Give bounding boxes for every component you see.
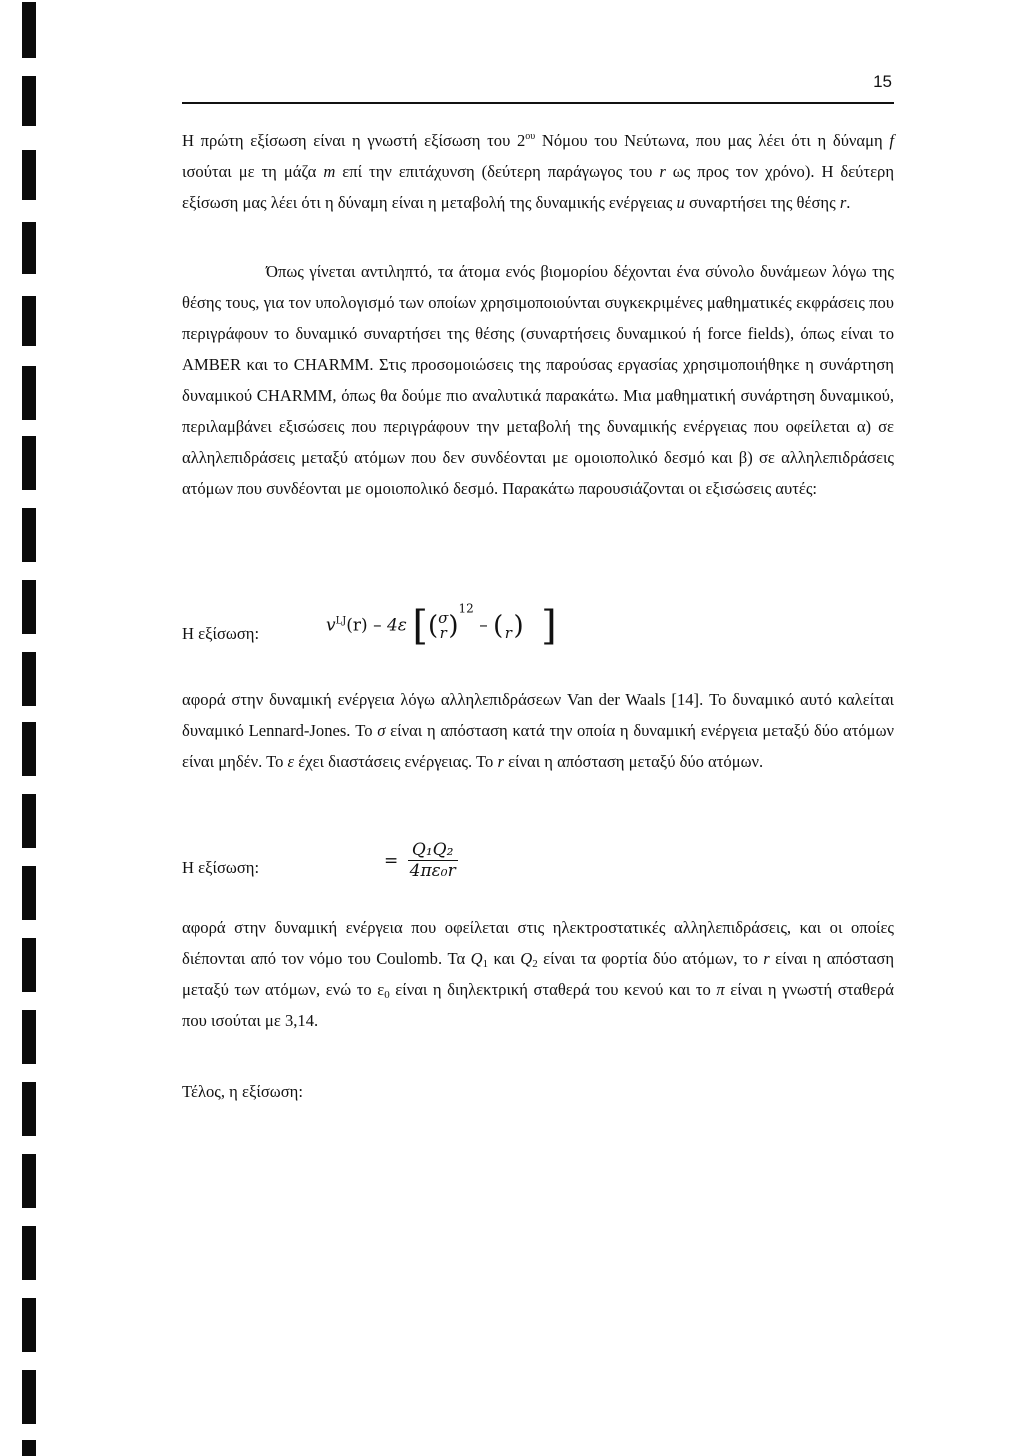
eq-symbol: v bbox=[326, 615, 336, 636]
text-run: Νόμου του Νεύτωνα, που μας λέει ότι η δύναμη bbox=[535, 131, 890, 150]
binding-bar bbox=[22, 866, 36, 920]
eq-r: r bbox=[504, 624, 512, 642]
left-paren: ( bbox=[427, 611, 439, 641]
text-run: είναι τα φορτία δύο ατόμων, το bbox=[537, 949, 764, 968]
eq-sigma: σ bbox=[438, 609, 449, 627]
text-run: αφορά στην δυναμική ενέργεια λόγω αλληλεπιδράσεων Van der Waals [14]. Το δυναμικό αυτό καλείται δυναμικό Lennard-Jones. Το bbox=[182, 690, 894, 740]
binding-bar bbox=[22, 1082, 36, 1136]
text-run: Η πρώτη εξίσωση είναι η γνωστή εξίσωση του 2 bbox=[182, 131, 526, 150]
symbol-epsilon: ε bbox=[287, 752, 295, 771]
paragraph-coulomb bbox=[182, 912, 894, 1036]
text-run: ως προς τον χρόνο). Η δεύτερη εξίσωση μας λέει ότι η δύναμη είναι η μεταβολή της δυναμικής ενέργειας bbox=[182, 162, 894, 212]
binding-bar bbox=[22, 580, 36, 634]
page-number: 15 bbox=[873, 72, 892, 91]
binding-bar bbox=[22, 1226, 36, 1280]
symbol-r: r bbox=[497, 752, 504, 771]
subscript: 2 bbox=[532, 958, 538, 970]
text-run: είναι η απόσταση κατά την οποία η δυναμική ενέργεια μεταξύ δύο ατόμων είναι μηδέν. Το bbox=[182, 721, 894, 771]
eq-denominator: 4πε₀r bbox=[409, 861, 456, 881]
blank-over-r bbox=[503, 611, 513, 641]
binding-bar bbox=[22, 1154, 36, 1208]
text-run: έχει διαστάσεις ενέργειας. Το bbox=[294, 752, 498, 771]
text-run: είναι η απόσταση μεταξύ των ατόμων, ενώ το ε bbox=[182, 949, 894, 999]
binding-bar bbox=[22, 1010, 36, 1064]
text-run: και bbox=[488, 949, 521, 968]
symbol-r: r bbox=[763, 949, 770, 968]
right-paren: ) bbox=[513, 611, 524, 641]
subscript: 0 bbox=[384, 989, 390, 1001]
eq-coefficient: 4ε bbox=[386, 615, 407, 636]
binding-bar bbox=[22, 76, 36, 126]
symbol-f: f bbox=[889, 131, 894, 150]
paragraph-force-fields: Όπως γίνεται αντιληπτό, τα άτομα ενός βιομορίου δέχονται ένα σύνολο δυνάμεων λόγω της θέσης τους, για τον υπολογισμό των οποίων χρησιμοποιούνται συγκεκριμένες μαθηματικές εκφράσεις που περιγράφουν το δυναμικό συναρτήσει της θέσης (συναρτήσεις δυναμικού ή force fields), όπως είναι το AMBER και το CHARMM. Στις προσομοιώσεις της παρούσας εργασίας χρησιμοποιήθηκε η συνάρτηση δυναμικού CHARMM, όπως θα δούμε πιο αναλυτικά παρακάτω. Μια μαθηματική συνάρτηση δυναμικού, περιλαμβάνει εξισώσεις που περιγράφουν την μεταβολή της δυναμικής ενέργειας που οφείλεται α) σε αλληλεπιδράσεις μεταξύ ατόμων που δεν συνδέονται με ομοιοπολικό δεσμό και β) σε αλληλεπιδράσεις ατόμων που συνδέονται με ομοιοπολικό δεσμό. Παρακάτω παρουσιάζονται οι εξισώσεις αυτές: bbox=[182, 262, 894, 498]
left-paren: ( bbox=[493, 611, 504, 641]
symbol-q: Q bbox=[470, 949, 483, 968]
symbol-q: Q bbox=[520, 949, 533, 968]
text-run: επί την επιτάχυνση (δεύτερη παράγωγος του bbox=[335, 162, 660, 181]
equation-label: Η εξίσωση: bbox=[182, 858, 260, 877]
text-run: ισούται με τη μάζα bbox=[182, 162, 324, 181]
eq-r: r bbox=[439, 624, 447, 642]
eq-superscript: LJ bbox=[335, 615, 347, 627]
paragraph-van-der-waals bbox=[182, 684, 894, 777]
binding-bar bbox=[22, 150, 36, 200]
eq-operator: – bbox=[373, 615, 382, 636]
binding-bar bbox=[22, 938, 36, 992]
binding-bar bbox=[22, 722, 36, 776]
equation-label: Η εξίσωση: bbox=[182, 624, 260, 643]
paragraph-final: Τέλος, η εξίσωση: bbox=[182, 1082, 303, 1101]
subscript: 1 bbox=[482, 958, 489, 970]
binding-bar bbox=[22, 2, 36, 58]
binding-bar bbox=[22, 296, 36, 346]
binding-bar bbox=[22, 436, 36, 490]
symbol-u: u bbox=[676, 193, 685, 212]
symbol-r: r bbox=[659, 162, 666, 181]
binding-bar bbox=[22, 652, 36, 706]
superscript: ου bbox=[525, 131, 536, 142]
symbol-r: r bbox=[839, 193, 847, 212]
binding-bar bbox=[22, 508, 36, 562]
binding-bar bbox=[22, 1440, 36, 1456]
binding-bar bbox=[22, 794, 36, 848]
text-run: συναρτήσει της θέσης bbox=[684, 193, 840, 212]
eq-fraction bbox=[408, 840, 458, 881]
symbol-sigma: σ bbox=[377, 721, 386, 740]
eq-exponent: 12 bbox=[458, 601, 474, 616]
header-rule bbox=[182, 102, 894, 104]
right-bracket: ] bbox=[541, 603, 557, 649]
paragraph-newton-law bbox=[182, 125, 894, 218]
equation-coulomb bbox=[384, 840, 458, 881]
sigma-over-r bbox=[438, 611, 448, 641]
text-run: είναι η γνωστή σταθερά που ισούται με 3,14. bbox=[182, 980, 894, 1030]
binding-bar bbox=[22, 1298, 36, 1352]
text-run: είναι η απόσταση μεταξύ δύο ατόμων. bbox=[503, 752, 764, 771]
equation-lennard-jones bbox=[326, 601, 557, 649]
eq-operator: – bbox=[479, 615, 488, 636]
symbol-pi: π bbox=[716, 980, 725, 999]
symbol-m: m bbox=[323, 162, 336, 181]
binding-bar bbox=[22, 1370, 36, 1424]
eq-numerator: Q₁Q₂ bbox=[411, 840, 454, 860]
binding-bar bbox=[22, 222, 36, 274]
right-paren: ) bbox=[448, 611, 459, 641]
text-run: είναι η διηλεκτρική σταθερά του κενού και το bbox=[389, 980, 717, 999]
text-run: . bbox=[846, 193, 851, 212]
text-run: αφορά στην δυναμική ενέργεια που οφείλεται στις ηλεκτροστατικές αλληλεπιδράσεις, και οι οποίες διέπονται από τον νόμο του Coulomb. Τα bbox=[182, 918, 894, 968]
left-bracket: [ bbox=[412, 603, 428, 649]
eq-argument: (r) bbox=[346, 615, 368, 636]
binding-bar bbox=[22, 366, 36, 420]
eq-equals: = bbox=[384, 850, 399, 871]
